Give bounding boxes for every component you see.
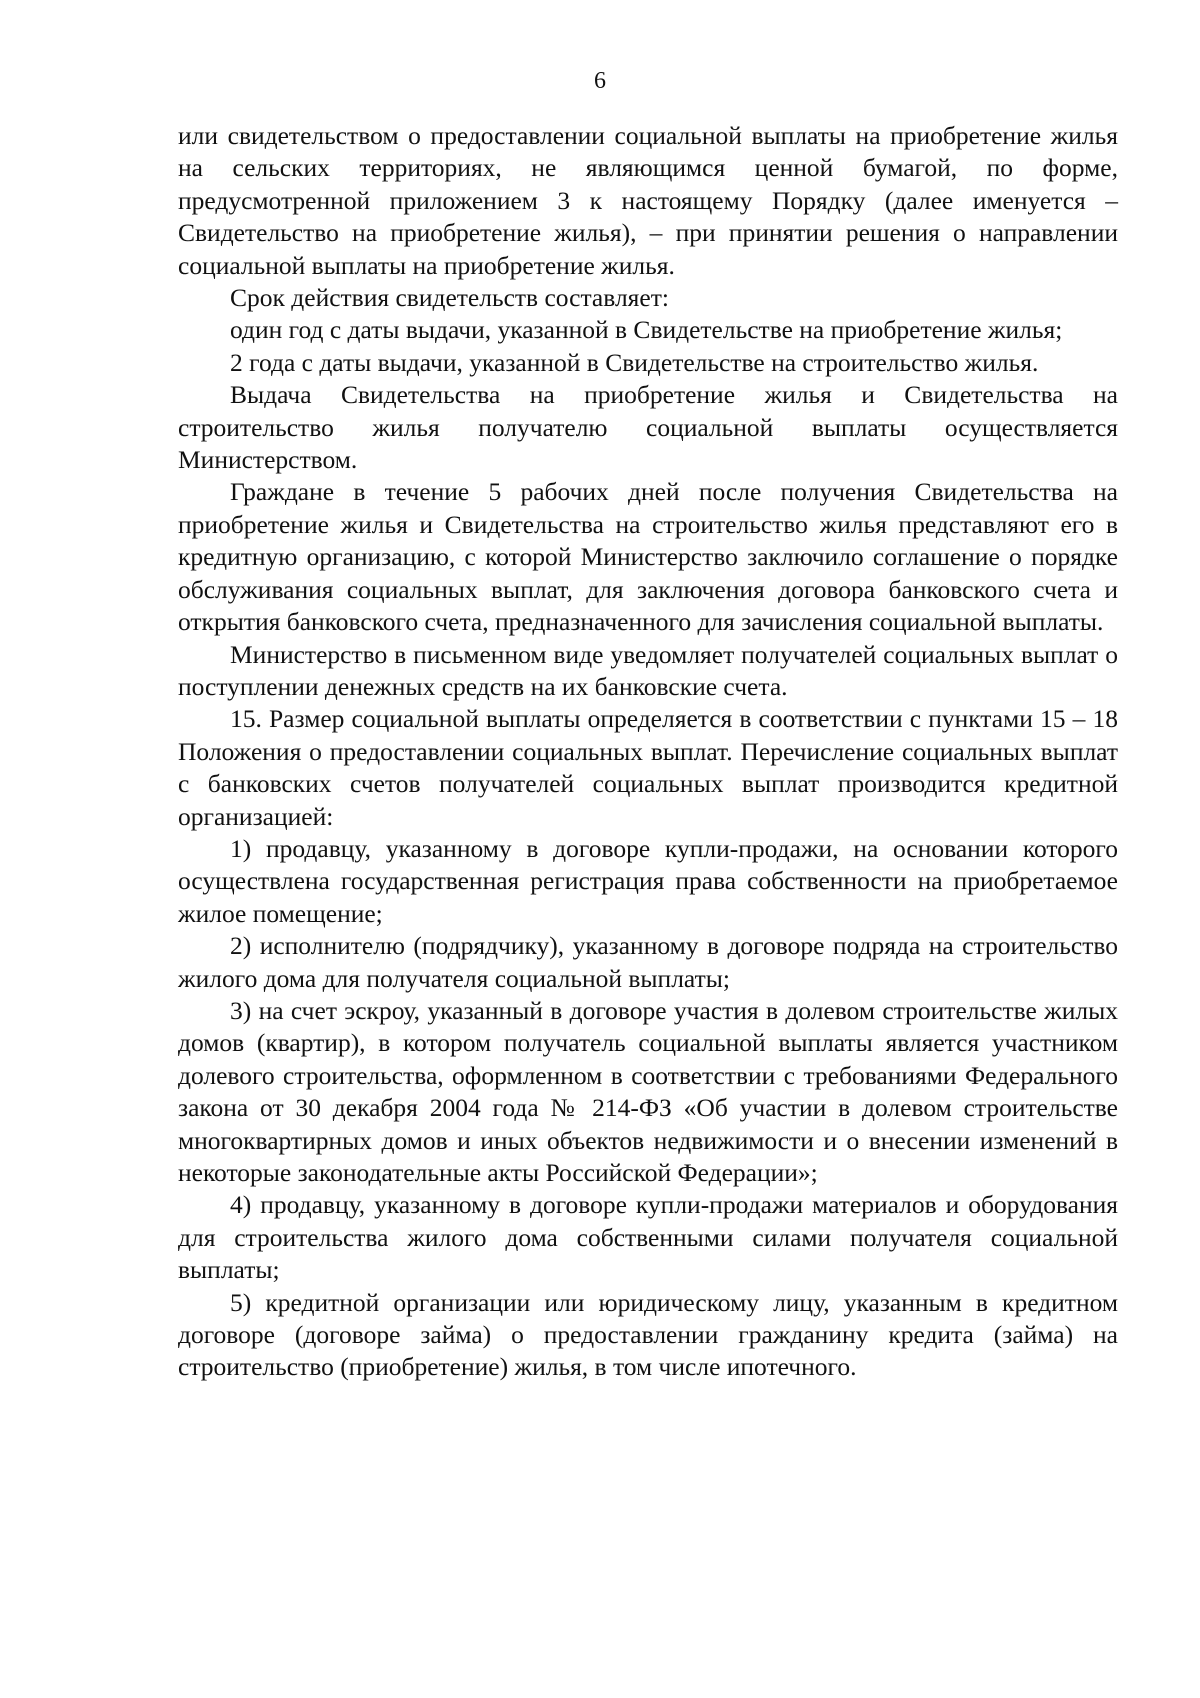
paragraph-continuation: или свидетельством о предоставлении социальной выплаты на приобретение жилья на сельских территориях, не являющимся ценной бумагой, по форме, предусмотренной приложением 3 к настоящему Порядку (далее именуется – Свидетельство на приобретение жилья), – при принятии решения о направлении социальной выплаты на приобретение жилья.	[178, 121, 1118, 280]
list-item-5: 5) кредитной организации или юридическому лицу, указанным в кредитном договоре (договоре займа) о предоставлении гражданину кредита (займа) на строительство (приобретение) жилья, в том числе ипотечного.	[178, 1287, 1118, 1382]
list-item-1: 1) продавцу, указанному в договоре купли-продажи, на основании которого осуществлена государственная регистрация права собственности на приобретаемое жилое помещение;	[178, 833, 1118, 928]
paragraph-validity-two-years: 2 года с даты выдачи, указанной в Свидетельстве на строительство жилья.	[230, 347, 1039, 377]
list-item-4: 4) продавцу, указанному в договоре купли-продажи материалов и оборудования для строительства жилого дома собственными силами получателя социальной выплаты;	[178, 1190, 1118, 1285]
list-item-2: 2) исполнителю (подрядчику), указанному в договоре подряда на строительство жилого дома для получателя социальной выплаты;	[178, 931, 1118, 993]
paragraph-issuance: Выдача Свидетельства на приобретение жилья и Свидетельства на строительство жилья получателю социальной выплаты осуществляется Министерством.	[178, 380, 1118, 475]
paragraph-ministry-notice: Министерство в письменном виде уведомляет получателей социальных выплат о поступлении денежных средств на их банковские счета.	[178, 639, 1118, 701]
paragraph-citizens-bank: Граждане в течение 5 рабочих дней после получения Свидетельства на приобретение жилья и Свидетельства на строительство жилья представляют его в кредитную организацию, с которой Министерство заключило соглашение о порядке обслуживания социальных выплат, для заключения договора банковского счета и открытия банковского счета, предназначенного для зачисления социальной выплаты.	[178, 477, 1118, 637]
paragraph-item-15: 15. Размер социальной выплаты определяется в соответствии с пунктами 15 – 18 Положения о предоставлении социальных выплат. Перечисление социальных выплат с банковских счетов получателей социальных выплат производится кредитной организацией:	[178, 704, 1118, 831]
paragraph-validity-intro: Срок действия свидетельств составляет:	[230, 283, 669, 313]
document-body	[178, 120, 1118, 1384]
paragraph-validity-one-year: один год с даты выдачи, указанной в Свидетельстве на приобретение жилья;	[230, 315, 1063, 345]
page-number: 6	[594, 68, 606, 94]
list-item-3: 3) на счет эскроу, указанный в договоре участия в долевом строительстве жилых домов (квартир), в котором получатель социальной выплаты является участником долевого строительства, оформленном в соответствии с требованиями Федерального закона от 30 декабря 2004 года № 214-ФЗ «Об участии в долевом строительстве многоквартирных домов и иных объектов недвижимости и о внесении изменений в некоторые законодательные акты Российской Федерации»;	[178, 995, 1118, 1187]
